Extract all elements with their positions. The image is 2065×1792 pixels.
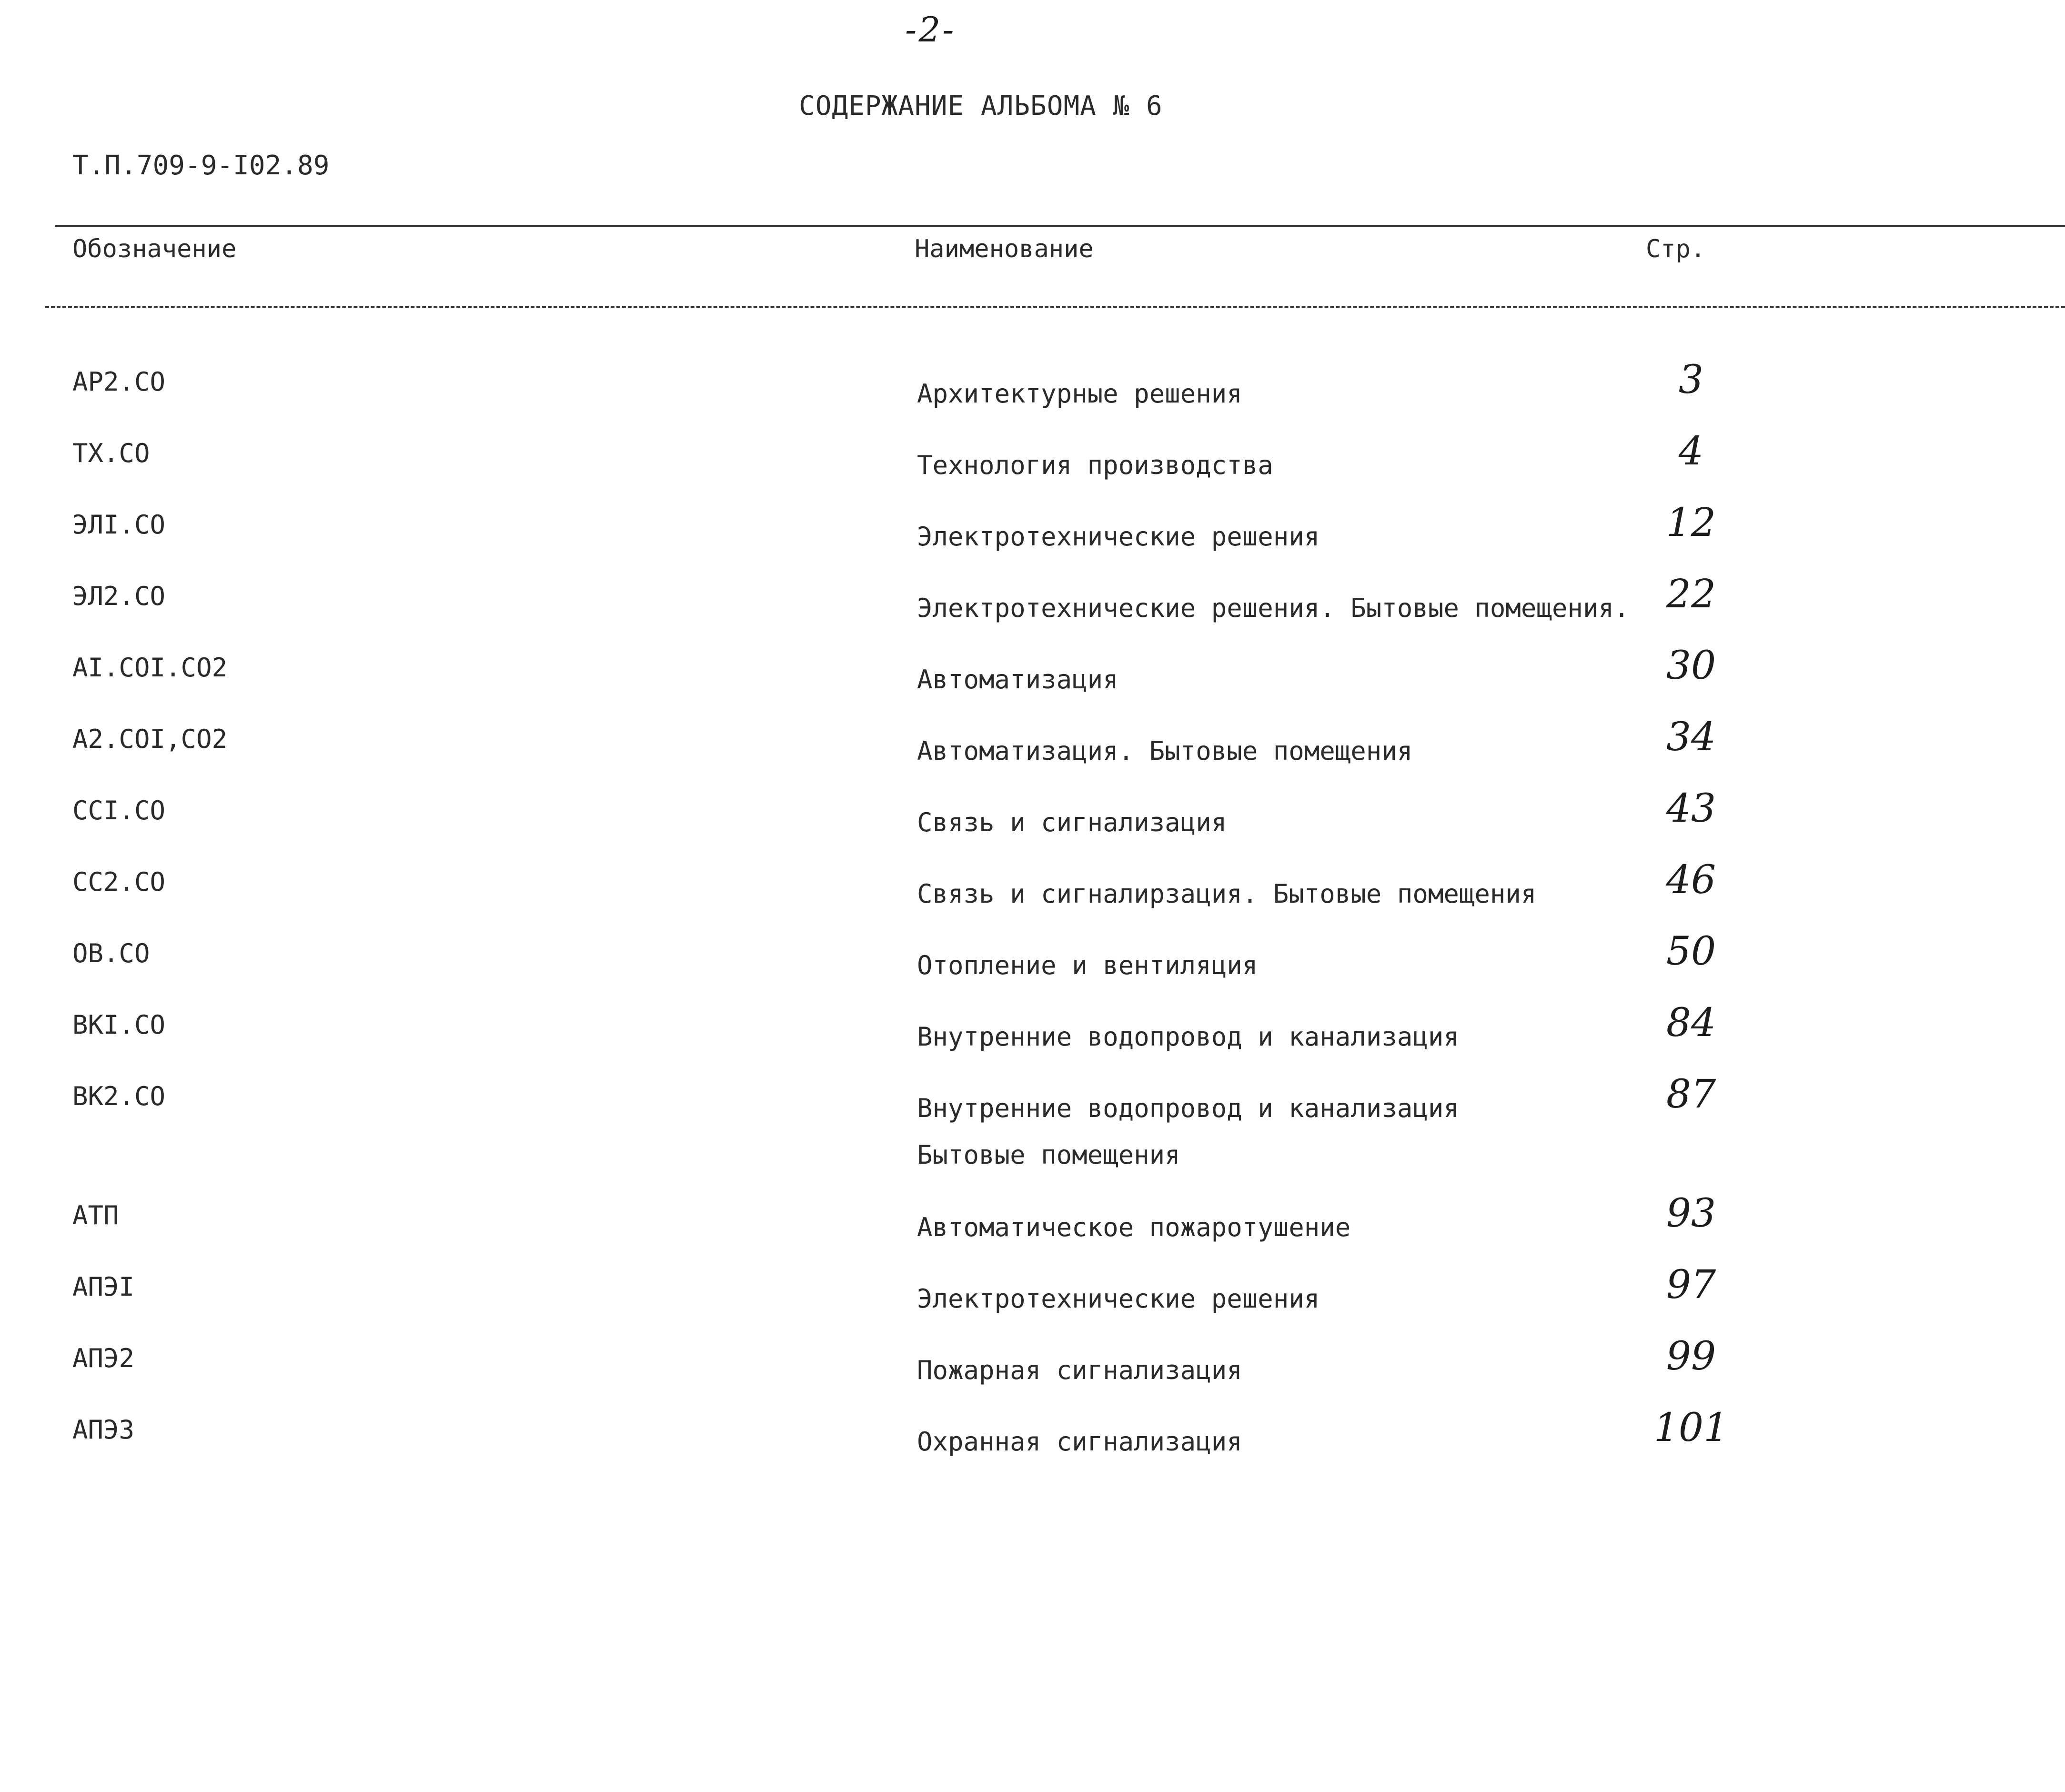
row-name: Автоматизация bbox=[917, 664, 1118, 695]
table-row bbox=[0, 572, 2065, 634]
row-name: Автоматическое пожаротушение bbox=[917, 1212, 1351, 1242]
row-page: 3 bbox=[1678, 357, 1704, 403]
row-name: Технология производства bbox=[917, 450, 1273, 480]
row-name: Электротехнические решения bbox=[917, 1284, 1320, 1314]
album-title: СОДЕРЖАНИЕ АЛЬБОМА № 6 bbox=[799, 91, 1163, 121]
row-designation: АТП bbox=[72, 1200, 119, 1230]
row-name: Связь и сигнализация bbox=[917, 807, 1227, 837]
row-name: Охранная сигнализация bbox=[917, 1427, 1242, 1457]
row-page: 30 bbox=[1666, 643, 1716, 688]
row-name: Связь и сигналирзация. Бытовые помещения bbox=[917, 879, 1537, 909]
row-designation: ТХ.СО bbox=[72, 438, 150, 468]
table-top-rule bbox=[55, 225, 2065, 227]
row-page: 97 bbox=[1666, 1262, 1716, 1308]
project-code: Т.П.709-9-I02.89 bbox=[72, 150, 330, 181]
table-row bbox=[0, 1334, 2065, 1396]
row-designation: ССI.СО bbox=[72, 795, 166, 826]
row-page: 12 bbox=[1666, 500, 1716, 545]
row-name: Архитектурные решения bbox=[917, 379, 1242, 409]
row-designation: АР2.СО bbox=[72, 367, 166, 397]
row-name-line: Бытовые помещения bbox=[917, 1140, 1180, 1170]
table-row bbox=[0, 1000, 2065, 1062]
row-name-line: Внутренние водопровод и канализация bbox=[917, 1093, 1459, 1123]
row-page: 46 bbox=[1666, 857, 1716, 903]
row-name: Пожарная сигнализация bbox=[917, 1355, 1242, 1385]
row-page: 43 bbox=[1666, 786, 1716, 831]
row-designation: ВК2.СО bbox=[72, 1081, 166, 1111]
row-designation: ЭЛI.СО bbox=[72, 510, 166, 540]
table-row bbox=[0, 1191, 2065, 1253]
row-name: Автоматизация. Бытовые помещения bbox=[917, 736, 1413, 766]
column-header-designation: Обозначение bbox=[72, 235, 237, 263]
table-row bbox=[0, 715, 2065, 776]
row-designation: СС2.СО bbox=[72, 867, 166, 897]
row-name: Электротехнические решения. Бытовые помещения. bbox=[917, 593, 1630, 623]
row-designation: АПЭI bbox=[72, 1272, 135, 1302]
row-page: 87 bbox=[1666, 1072, 1716, 1117]
row-page: 93 bbox=[1666, 1191, 1716, 1236]
row-page: 84 bbox=[1666, 1000, 1716, 1046]
row-designation: А2.СОI,СО2 bbox=[72, 724, 228, 754]
row-name: Внутренние водопровод и канализация bbox=[917, 1022, 1459, 1052]
row-designation: ОВ.СО bbox=[72, 938, 150, 968]
column-header-name: Наименование bbox=[915, 235, 1094, 263]
table-row bbox=[0, 643, 2065, 705]
page-number: -2- bbox=[905, 10, 956, 50]
column-header-page: Стр. bbox=[1646, 235, 1706, 263]
table-row bbox=[0, 429, 2065, 491]
table-row bbox=[0, 1072, 2065, 1177]
row-page: 4 bbox=[1678, 429, 1704, 474]
row-name bbox=[917, 1085, 1459, 1178]
table-row bbox=[0, 500, 2065, 562]
row-page: 34 bbox=[1666, 715, 1716, 760]
row-name: Отопление и вентиляция bbox=[917, 950, 1258, 980]
row-designation: АПЭ2 bbox=[72, 1343, 135, 1373]
table-row bbox=[0, 857, 2065, 919]
row-designation: ЭЛ2.СО bbox=[72, 581, 166, 611]
table-row bbox=[0, 1405, 2065, 1467]
row-designation: АI.СОI.СО2 bbox=[72, 653, 228, 683]
table-row bbox=[0, 786, 2065, 848]
table-row bbox=[0, 1262, 2065, 1324]
row-designation: АПЭ3 bbox=[72, 1415, 135, 1445]
table-row bbox=[0, 357, 2065, 419]
row-name: Электротехнические решения bbox=[917, 522, 1320, 552]
row-page: 101 bbox=[1653, 1405, 1729, 1450]
table-row bbox=[0, 929, 2065, 991]
row-page: 99 bbox=[1666, 1334, 1716, 1379]
row-page: 22 bbox=[1666, 572, 1716, 617]
row-designation: ВКI.СО bbox=[72, 1010, 166, 1040]
row-page: 50 bbox=[1666, 929, 1716, 974]
table-header-rule bbox=[45, 306, 2065, 308]
